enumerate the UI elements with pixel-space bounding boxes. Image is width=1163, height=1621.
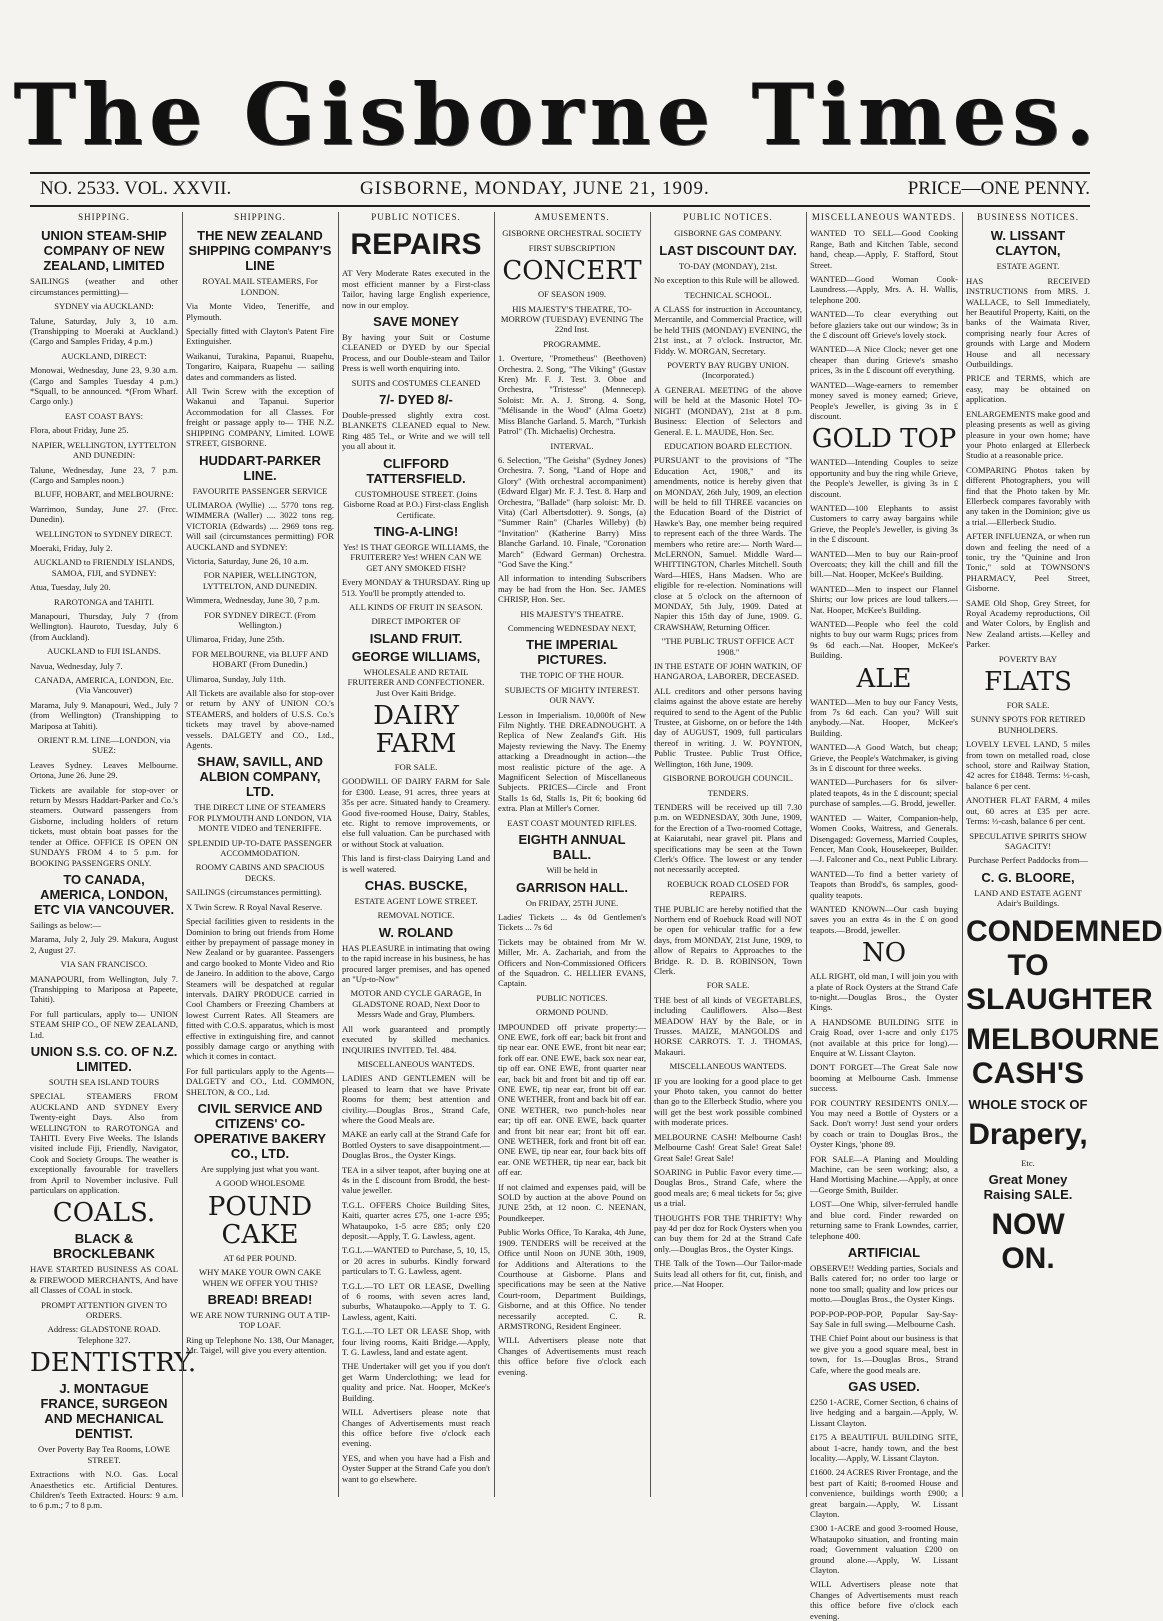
centered-line: AUCKLAND to FIJI ISLANDS. — [47, 646, 161, 657]
centered-line: Address: GLADSTONE ROAD. Telephone 327. — [47, 1324, 161, 1345]
centered-line: Purchase Perfect Paddocks from— — [967, 855, 1089, 866]
paragraph: Extractions with N.O. Gas. Local Anaesthetics etc. Artificial Dentures. Children's Teeth Extracted. Hours: 9 a.m. to 6 p.m.; 7 to 8 p.m. — [30, 1469, 178, 1511]
paragraph: MAKE an early call at the Strand Cafe for Bottled Oysters to save disappointment.—Douglas Bros., the Oyster Kings. — [342, 1129, 490, 1161]
paragraph: SOARING in Public Favor every time.—Douglas Bros., Strand Cafe, where the good meals are; 6 meal tickets for 5s; give us a trial. — [654, 1166, 802, 1209]
centered-line: PROMPT ATTENTION GIVEN TO ORDERS. — [41, 1299, 167, 1321]
paragraph: A GENERAL MEETING of the above will be held at the Masonic Hotel TO-NIGHT (MONDAY), 21st at 8 p.m. Business: Election of Selectors and General. E. L. MAUDE, Hon. Sec. — [654, 384, 802, 437]
centered-line: ESTATE AGENT LOWE STREET. — [354, 896, 478, 907]
centered-line: HIS MAJESTY'S THEATRE. — [520, 608, 624, 619]
headline: 7/- DYED 8/- — [379, 392, 453, 408]
centered-line: LAND AND ESTATE AGENT Adair's Buildings. — [974, 887, 1082, 909]
column-divider — [650, 212, 651, 1497]
paragraph: OBSERVE!! Wedding parties, Socials and Balls catered for; no order too large or none too small; quality and low prices our motto.—Douglas Bros., the Oyster Kings. — [810, 1262, 958, 1305]
headline: W. LISSANT CLAYTON, — [990, 228, 1066, 259]
newspaper-title: The Gisborne Times. — [13, 65, 1101, 164]
paragraph: T.G.L.—TO LET OR LEASE, Dwelling of 6 rooms, with seven acres land, suburbs, Whataupoko.—Apply to T. G. Lawless, agent, Kaiti. — [342, 1280, 490, 1322]
centered-line: AUCKLAND, DIRECT: — [61, 350, 147, 361]
paragraph: IN THE ESTATE OF JOHN WATKIN, OF HANGAROA, LABORER, DECEASED. — [654, 661, 802, 682]
display-heading: ALE — [856, 663, 912, 694]
paragraph: WANTED—Purchasers for 6s silver-plated teapots, 4s in the £ discount; special purchase of samples.—G. Brodd, jeweller. — [810, 777, 958, 809]
centered-line: ORMOND POUND. — [535, 1007, 609, 1018]
paragraph: If not claimed and expenses paid, will be SOLD by auction at the above Pound on JUNE 25th, at 12 noon. C. NEENAN, Poundkeeper. — [498, 1181, 646, 1223]
paragraph: THOUGHTS FOR THE THRIFTY! Why pay 4d per doz for Rock Oysters when you can buy them for 2d at the Strand Cafe only.—Douglas Bros., the Oyster Kings. — [654, 1212, 802, 1254]
centered-line: MOTOR AND CYCLE GARAGE, In GLADSTONE ROAD, Next Door to Messrs Wade and Gray, Plumbers. — [350, 988, 482, 1020]
paragraph: TEA in a silver teapot, after buying one at 4s in the £ discount from Brodd, the best-value jeweller. — [342, 1164, 490, 1196]
centered-line: ROOMY CABINS AND SPACIOUS DECKS. — [195, 862, 325, 883]
centered-line: THE TOPIC OF THE HOUR. — [520, 670, 624, 681]
paragraph: Ulimaroa, Sunday, July 11th. — [186, 673, 286, 684]
paragraph: WANTED—100 Elephants to assist Customers to carry away bargains while Grieve, the People's Jeweller, is giving 3s in the £ discount. — [810, 502, 958, 545]
headline: SHAW, SAVILL, AND ALBION COMPANY, LTD. — [197, 754, 323, 800]
paragraph: Sailings as below:— — [30, 919, 102, 930]
headline: CLIFFORD TATTERSFIELD. — [366, 455, 466, 486]
paragraph: For full particulars, apply to— UNION STEAM SHIP CO., OF NEW ZEALAND, Ltd. — [30, 1008, 178, 1040]
paragraph: WANTED—Men to buy our Rain-proof Overcoats; they kill the chill and fill the bill.—Nat. Hooper, McKee's Building. — [810, 548, 958, 580]
paragraph: THE PUBLIC are hereby notified that the Northern end of Roebuck Road will NOT be open for vehicular traffic for a few days, from MONDAY, 21st June, 1909, to allow of Repairs to Approaches to the Bridge. R. D. B. ROBINSON, Town Clerk. — [654, 903, 802, 976]
paragraph: FOR COUNTRY RESIDENTS ONLY.—You may need a Bottle of Oysters or a Sack. Don't worry! Just send your orders by coach or train to Douglas Bros., the Oyster Kings, 'phone 89. — [810, 1097, 958, 1150]
masthead-rule-top — [30, 172, 1090, 174]
paragraph: Ladies' Tickets ... 4s 0d Gentlemen's Tickets ... 7s 6d — [498, 911, 646, 933]
paragraph: Specially fitted with Clayton's Patent Fire Extinguisher. — [186, 326, 334, 347]
centered-line: ESTATE AGENT. — [996, 261, 1060, 272]
paragraph: £175 A BEAUTIFUL BUILDING SITE, about 1-acre, handy town, and the best locality.—Apply, W. Lissant Clayton. — [810, 1432, 958, 1463]
paragraph: HAVE STARTED BUSINESS AS COAL & FIREWOOD MERCHANTS, And have all Classes of COAL in stock. — [30, 1264, 178, 1296]
paragraph: Navua, Wednesday, July 7. — [30, 660, 123, 671]
paragraph: MELBOURNE CASH! Melbourne Cash! Melbourne Cash! Great Sale! Great Sale! Great Sale! Great Sale! — [654, 1131, 802, 1163]
paragraph: Public Works Office, To Karaka, 4th June, 1909. TENDERS will be received at the Office until Noon on JUNE 30th, 1909, for Additions and Alterations to the Courthouse at Gisborne. Plans and specifications may be seen at the Native Court-room, Department Buildings, Gisborne, and at this Office. No tender necessarily accepted. C. R. ARMSTRONG, Resident Engineer. — [498, 1227, 646, 1331]
centered-line: Etc. — [1021, 1157, 1035, 1168]
paragraph: WANTED—Men to buy our Fancy Vests, from 7s 6d each. Can you? Will suit anybody.—Nat. Hooper, McKee's Building. — [810, 696, 958, 738]
column-6 — [810, 212, 958, 1621]
centered-line: REMOVAL NOTICE. — [377, 910, 455, 921]
paragraph: A CLASS for instruction in Accountancy, Mercantile, and Commercial Practice, will be held THIS (MONDAY) EVENING, the 21st inst., at 7 o'clock. Instructor, Mr. Fiddy. W. MORGAN, Secretary. — [654, 304, 802, 356]
centered-line: EDUCATION BOARD ELECTION. — [664, 440, 792, 451]
column-divider — [338, 212, 339, 1497]
paragraph: Talune, Wednesday, June 23, 7 p.m. (Cargo and Samples noon.) — [30, 464, 178, 485]
column-1 — [30, 212, 197, 1511]
paragraph: ALL creditors and other persons having claims against the above estate are hereby required to send to the Agent of the Public Trustee, at Gisborne, on or before the 14th day of AUGUST, 1909, full particulars thereof in writing. J. W. POYNTON, Public Trustee. Public Trust Office, Wellington, 16th June, 1909. — [654, 685, 802, 769]
centered-line: On FRIDAY, 25TH JUNE. — [525, 897, 619, 908]
paragraph: Waikanui, Turakina, Papanui, Ruapehu, Tongariro, Kaipara, Ruapehu — sailing dates and commanders as listed. — [186, 350, 334, 382]
centered-line: WELLINGTON to SYDNEY DIRECT. — [35, 528, 173, 539]
headline: BREAD! BREAD! — [207, 1292, 313, 1308]
paragraph: All information to intending Subscribers may be had from the Hon. Sec. JAMES CHRISP, Hon. Sec. — [498, 573, 646, 605]
headline: SAVE MONEY — [373, 314, 459, 330]
headline: THE NEW ZEALAND SHIPPING COMPANY'S LINE — [188, 228, 332, 274]
paragraph: IF you are looking for a good place to get your Photo taken, you cannot do better than go to the Ellerbeck Studio, where you will get the best work possible combined with moderate prices. — [654, 1075, 802, 1128]
paragraph: Monowai, Wednesday, June 23, 9.30 a.m. (Cargo and Samples Tuesday 4 p.m.) *Squall, to be announced. *(From Wharf. Cargo only.) — [30, 365, 178, 407]
centered-line: DIRECT IMPORTER OF — [371, 616, 461, 627]
centered-line: ALL KINDS OF FRUIT IN SEASON. — [349, 601, 483, 612]
centered-line: WE ARE NOW TURNING OUT A TIP-TOP LOAF. — [189, 1310, 331, 1331]
paragraph: WANTED—A Good Watch, but cheap; Grieve, the People's Watchmaker, is giving 3s in £ discount for three weeks. — [810, 742, 958, 774]
centered-line: RAROTONGA and TAHITI. — [54, 596, 154, 607]
headline: GARRISON HALL. — [516, 879, 628, 895]
paragraph: WANTED—People who feel the cold nights to buy our warm Rugs; prices from 9s 6d each.—Nat. Hooper, McKee's Building. — [810, 619, 958, 661]
paragraph: Marama, July 2, July 29. Makura, August 2, August 27. — [30, 934, 178, 955]
paragraph: PURSUANT to the provisions of "The Education Act, 1908," and its amendments, notice is hereby given that on MONDAY, 26th July, 1909, an election will be held to fill THREE vacancies on the Education Board of the District of Hawke's Bay, one member being required to represent each of the three Wards. The members who retire are:— North Ward—McLERNON, Samuel. Middle Ward—WHITTINGTON, Charles Mitchell. South Ward—HIES, Hans Madsen. Who are eligible for re-election. Nominations will close at 5 o'clock on the afternoon of MONDAY, 5th July, 1909. Dated at Napier this 15th day of June, 1909. G. CRAWSHAW, Returning Officer. — [654, 455, 802, 632]
centered-line: "THE PUBLIC TRUST OFFICE ACT 1908." — [661, 636, 795, 657]
paragraph: WANTED—Intending Couples to seize opportunity and buy the ring while Grieve, the People's Jeweller, is giving 3s in £ discount. — [810, 457, 958, 499]
headline: CHAS. BUSCKE, — [364, 878, 468, 894]
paragraph: Leaves Sydney. Leaves Melbourne. Ortona, June 26. June 29. — [30, 759, 178, 781]
paragraph: IMPOUNDED off private property:— ONE EWE, fork off ear; back bit front and tip near ear. ONE EWE, front bit near ear; fork off ear. ONE EWE, back sox near ear, tip off ear. ONE EWE, front quarter near ear, back bit and front bit and tip off ear. ONE EWE, tip near ear, front bit off ear. ONE WETHER, front and back bit off ear. ONE WETHER, two punch-holes near ear; tip off ear. ONE EWE, back quarter and front bit near ear; front bit off ear. ONE WETHER, fork and front bit off ear. ONE EWE, tip near ear, four back bits off ear. ONE WETHER, tip near ear, back bit off ear. — [498, 1021, 646, 1178]
centered-line: PUBLIC NOTICES. — [536, 992, 608, 1003]
display-heading: DENTISTRY. — [30, 1348, 197, 1379]
paragraph: THE Undertaker will get you if you don't get Warm Underclothing; we lead for quality and price. Nat. Hooper, McKee's Building. — [342, 1361, 490, 1403]
column-divider — [962, 212, 963, 1497]
large-display-heading: CONDEMNED TO SLAUGHTER — [966, 914, 1163, 1016]
centered-line: AUCKLAND to FRIENDLY ISLANDS, SAMOA, FIJI, and SYDNEY: — [33, 557, 175, 578]
centered-line: Will be held in — [546, 865, 598, 876]
paragraph: ALL RIGHT, old man, I will join you with a plate of Rock Oysters at the Strand Cafe to-night.—Douglas Bros., the Oyster Kings. — [810, 971, 958, 1013]
paragraph: WANTED—Men to inspect our Flannel Shirts; our low prices are loud talkers.—Nat. Hooper, McKee's Building. — [810, 583, 958, 615]
paragraph: LOVELY LEVEL LAND, 5 miles from town on metalled road, close school, store and Railway Station, 42 acres for £1848. Terms: ⅓-cash, balance 6 per cent. — [966, 739, 1090, 791]
centered-line: SYDNEY via AUCKLAND: — [54, 301, 154, 312]
headline: Great Money Raising SALE. — [983, 1171, 1073, 1202]
paragraph: WANTED—To clear everything out before glaziers take out our window; 3s in the £ discount off Grieve's lovely stock. — [810, 309, 958, 341]
centered-line: SPECULATIVE SPIRITS SHOW SAGACITY! — [969, 830, 1087, 851]
paragraph: AT Very Moderate Rates executed in the most efficient manner by a First-class Tailor, having large English experience, now in our employ. — [342, 268, 490, 310]
large-display-heading: NOW ON. — [991, 1207, 1065, 1275]
paragraph: GOODWILL OF DAIRY FARM for Sale for £300. Lease, 91 acres, three years at 35s per acre. Situated handy to Creamery. Good five-roomed House, Dairy, Stables, etc. Right to remove improvements, or else full valuation. Can be purchased with or without Stock at valuation. — [342, 776, 490, 849]
paragraph: PRICE and TERMS, which are easy, may be obtained on application. — [966, 373, 1090, 405]
paragraph: ULIMAROA (Wyllie) .... 5770 tons reg. WIMMERA (Waller) .... 3022 tons reg. VICTORIA (Edwards) .... 2969 tons reg. Will sail (circumstances permitting) FOR AUCKLAND and SYDNEY: — [186, 499, 334, 552]
large-display-heading: MELBOURNE CASH'S — [966, 1022, 1160, 1090]
column-divider — [806, 212, 807, 1497]
paragraph: DON'T FORGET—The Great Sale now booming at Melbourne Cash. Immense success. — [810, 1062, 958, 1094]
centered-line: FOR MELBOURNE, via BLUFF AND HOBART (From Dunedin.) — [191, 648, 329, 670]
paragraph: WILL Advertisers please note that Changes of Advertisements must reach this office before five o'clock each evening. — [498, 1335, 646, 1377]
paragraph: Atua, Tuesday, July 20. — [30, 582, 111, 593]
paragraph: THE Talk of the Town—Our Tailor-made Suits lead all others for fit, cut, finish, and price.—Nat Hooper. — [654, 1258, 802, 1289]
headline: ARTIFICIAL — [847, 1244, 921, 1260]
paragraph: LOST—One Whip, silver-ferruled handle and blue cord. Finder rewarded on returning same to Frank Lowndes, carrier, telephone 400. — [810, 1199, 958, 1241]
headline: UNION S.S. CO. OF N.Z. LIMITED. — [30, 1043, 178, 1074]
paragraph: £250 1-ACRE, Corner Section, 6 chains of live hedging and a bargain.—Apply, W. Lissant Clayton. — [810, 1396, 958, 1428]
centered-line: THE DIRECT LINE OF STEAMERS FOR PLYMOUTH AND LONDON, VIA MONTE VIDEO and TENERIFFE. — [188, 802, 332, 834]
column-divider — [494, 212, 495, 1497]
large-display-heading: REPAIRS — [350, 228, 482, 262]
paragraph: SAILINGS (weather and other circumstances permitting)— — [30, 276, 178, 297]
paragraph: WANTED—Wage-earners to remember money saved is money earned; Grieve, People's Jeweller, is giving 3s in £ discount. — [810, 379, 958, 421]
centered-line: EAST COAST MOUNTED RIFLES. — [507, 817, 637, 828]
headline: BLACK & BROCKLEBANK — [53, 1231, 155, 1262]
headline: J. MONTAGUE FRANCE, SURGEON AND MECHANICAL DENTIST. — [40, 1381, 168, 1442]
column-divider — [182, 212, 183, 1497]
headline: ISLAND FRUIT. — [369, 630, 463, 646]
paragraph: Marama, July 9. Manapouri, Wed., July 7 (from Wellington) (Transhipping to Mariposa at Tahiti). — [30, 699, 178, 731]
paragraph: £1600. 24 ACRES River Frontage, and the best part of Kaiti; 8-roomed House and convenience, buildings worth £900; a great bargain.—Apply, W. Lissant Clayton. — [810, 1467, 958, 1520]
paragraph: FOR SALE—A Planing and Moulding Machine, can be seen working; also, a Hand Mortising Machine.—Apply, at once—George Smith, Builder. — [810, 1153, 958, 1195]
paragraph: This land is first-class Dairying Land and is well watered. — [342, 853, 490, 874]
column-7 — [966, 212, 1163, 1502]
paragraph: WANTED—A Nice Clock; never get one cheaper than during Grieve's smasho prices, 3s in the £ discount off everything. — [810, 344, 958, 376]
centered-line: INTERVAL. — [550, 440, 594, 451]
paragraph: Via Monte Video, Teneriffe, and Plymouth. — [186, 301, 334, 322]
display-heading: DAIRY FARM — [373, 700, 459, 759]
centered-line: HIS MAJESTY'S THEATRE, TO-MORROW (TUESDAY) EVENING The 22nd Inst. — [500, 303, 644, 335]
centered-line: AT 6d PER POUND. — [223, 1252, 297, 1263]
paragraph: SAILINGS (circumstances permitting). — [186, 887, 322, 898]
display-heading: COALS. — [52, 1198, 156, 1229]
price: PRICE—ONE PENNY. — [907, 178, 1090, 199]
centered-line: FAVOURITE PASSENGER SERVICE — [192, 485, 328, 496]
headline: GAS USED. — [848, 1378, 920, 1394]
centered-line: GISBORNE GAS COMPANY. — [674, 228, 782, 239]
column-header: BUSINESS NOTICES. — [976, 212, 1079, 222]
paragraph: Tickets may be obtained from Mr W. Miller, Mr. A. Zachariah, and from the Officers and Non-Commissioned Officers of the Squadron. C. HELLIER EVANS, Captain. — [498, 936, 646, 989]
paragraph: THE best of all kinds of VEGETABLES, including Cauliflowers. Also—Best MEADOW HAY by the Bale, or in Trusses. MAIZE, MANGOLDS and HORSE CARROTS. T. J. THOMAS, Makauri. — [654, 994, 802, 1057]
paragraph: Double-pressed slightly extra cost. BLANKETS CLEANED equal to New. Ring 485 Tel., or Write and we will tell you all about it. — [342, 410, 490, 452]
centered-line: SPLENDID UP-TO-DATE PASSENGER ACCOMMODATION. — [187, 837, 333, 859]
centered-line: SOUTH SEA ISLAND TOURS — [48, 1076, 160, 1087]
centered-line: GISBORNE BOROUGH COUNCIL. — [662, 773, 794, 784]
centered-line: SUBJECTS OF MIGHTY INTEREST. OUR NAVY. — [504, 684, 640, 706]
paragraph: WANTED — Waiter, Companion-help, Women Cooks, Waitress, and Generals. Disengaged: Governess, Married Couples, Fencer, Man Cook, Housekeeper, Builder.—J. Falconer and Co., next Public Library. — [810, 812, 958, 865]
column-header: MISCELLANEOUS WANTEDS. — [811, 212, 957, 222]
centered-line: FOR NAPIER, WELLINGTON, LYTTELTON, AND DUNEDIN. — [202, 570, 318, 591]
paragraph: SPECIAL STEAMERS FROM AUCKLAND AND SYDNEY Every Twenty-eight Days. Also from WELLINGTON to RAROTONGA and TAHITI. Every Five Weeks. The Islands visited include Fiji, Friendly, Navigator, Cook and Society Groups. The weather is exceptionally favourable for travellers from April to November inclusive. Full particulars on application. — [30, 1091, 178, 1196]
paragraph: WILL Advertisers please note that Changes of Advertisements must reach this office before five o'clock each evening. — [342, 1407, 490, 1449]
centered-line: NAPIER, WELLINGTON, LYTTELTON AND DUNEDIN: — [31, 439, 177, 461]
large-display-heading: Drapery, — [968, 1117, 1088, 1151]
paragraph: Talune, Saturday, July 3, 10 a.m. (Transhipping to Moeraki at Auckland.) (Cargo and Samples Friday, 4 p.m.) — [30, 315, 178, 347]
paragraph: T.G.L.—TO LET OR LEASE Shop, with four living rooms, Kaiti Bridge.—Apply, T. G. Lawless, land and estate agent. — [342, 1326, 490, 1358]
paragraph: T.G.L. OFFERS Choice Building Sites, Kaiti, quarter acres £75, one 1-acre £95; Whataupoko, 1-5 acre £85; only £20 deposit.—Apply, T. G. Lawless, agent. — [342, 1199, 490, 1241]
paragraph: All work guaranteed and promptly executed by skilled mechanics. INQUIRIES INVITED. Tel. 484. — [342, 1023, 490, 1055]
centered-line: EAST COAST BAYS: — [64, 410, 144, 421]
paragraph: WILL Advertisers please note that Changes of Advertisements must reach this office before five o'clock each evening. — [810, 1579, 958, 1621]
centered-line: WHY MAKE YOUR OWN CAKE WHEN WE OFFER YOU THIS? — [198, 1267, 322, 1288]
centered-line: VIA SAN FRANCISCO. — [60, 959, 148, 970]
headline: GEORGE WILLIAMS, — [351, 648, 481, 664]
display-heading: CONCERT — [502, 256, 642, 287]
paragraph: WANTED TO SELL—Good Cooking Range, Bath and Kitchen Table, second hand, cheap.—Apply, F. Stafford, Stout Street. — [810, 228, 958, 270]
centered-line: ROYAL MAIL STEAMERS, For LONDON. — [202, 276, 318, 297]
paragraph: Tickets are available for stop-over or return by Messrs Haddart-Parker and Co.'s steamers. Outward passengers from Gisborne, including holders of return tickets, must obtain boat passes for the tender at Office. OFFICE IS OPEN ON SUNDAYS FROM 4 to 5 p.m. for BOOKING PASSENGERS ONLY. — [30, 784, 178, 868]
centered-line: POVERTY BAY RUGBY UNION. (Incorporated.) — [667, 360, 789, 381]
display-heading: POUND CAKE — [207, 1191, 313, 1250]
masthead-rule-bottom — [30, 205, 1090, 207]
paragraph: 6. Selection, "The Geisha" (Sydney Jones) Orchestra. 7. Song, "Land of Hope and Glory" (With orchestral accompaniment) (Edward Elgar) Mr. F. J. Test. 8. Harp and Orchestra, "Ballade" (harp soloist: Mr. D. Vita) (Carl Albertsdotter). 9. Songs, (a) "Summer Rain" (Charles Willeby) (b) "Invitation" (Katherine Barry) Miss Blanche Garland. 10. Finale, "Coronation March" (Edward German) Orchestra. "God Save the King." — [498, 454, 646, 569]
headline: WHOLE STOCK OF — [968, 1096, 1088, 1112]
headline: TING-A-LING! — [373, 523, 459, 539]
centered-line: SUNNY SPOTS FOR RETIRED BUNHOLDERS. — [970, 714, 1086, 735]
centered-line: POVERTY BAY — [998, 653, 1058, 664]
centered-line: Are supplying just what you want. — [200, 1164, 320, 1174]
centered-line: PROGRAMME. — [543, 338, 601, 349]
paragraph: All Twin Screw with the exception of Wakanui and Tapanui. Superior Accommodation for all Classes. For freight or passage apply to— THE N.Z. SHIPPING COMPANY, Limited. LOWE STREET, GISBORNE. — [186, 386, 334, 449]
paragraph: WANTED KNOWN—Our cash buying saves you an extra 4s in the £ on good teapots.—Brodd, jeweller. — [810, 903, 958, 935]
paragraph: Warrimoo, Sunday, June 27. (Frcc. Dunedin). — [30, 503, 178, 525]
paragraph: Every MONDAY & THURSDAY. Ring up 513. You'll be promptly attended to. — [342, 577, 490, 598]
centered-line: ORIENT R.M. LINE—LONDON, via SUEZ: — [37, 735, 171, 756]
column-header: SHIPPING. — [78, 212, 130, 222]
column-header: PUBLIC NOTICES. — [371, 212, 461, 222]
centered-line: TENDERS. — [707, 787, 749, 798]
centered-line: CUSTOMHOUSE STREET. (Joins Gisborne Road at P.O.) First-class English Certificate. — [343, 488, 489, 520]
paragraph: YES, and when you have had a Fish and Oyster Supper at the Strand Cafe you don't want to go elsewhere. — [342, 1452, 490, 1484]
paragraph: T.G.L.—WANTED to Purchase, 5, 10, 15, or 20 acres in suburbs. Kindly forward particulars to T. G. Lawless, agent. — [342, 1245, 490, 1277]
headline: W. ROLAND — [378, 924, 454, 940]
paragraph: HAS RECEIVED INSTRUCTIONS from MRS. J. WALLACE, to Sell Immediately, her Beautiful Property, Kaiti, on the banks of the Waimata River, comprising nearly four Acres of grounds with Large and Modern House and all necessary Outbuildings. — [966, 275, 1090, 370]
paragraph: HAS PLEASURE in intimating that owing to the rapid increase in his business, he has procured larger premises, and has opened an "Up-to-Now" — [342, 942, 490, 985]
paragraph: Wimmera, Wednesday, June 30, 7 p.m. — [186, 595, 320, 606]
centered-line: TO-DAY (MONDAY), 21st. — [678, 260, 778, 271]
column-header: PUBLIC NOTICES. — [683, 212, 773, 222]
paragraph: X Twin Screw. R Royal Naval Reserve. — [186, 901, 323, 912]
display-heading: FLATS — [984, 667, 1072, 698]
paragraph: COMPARING Photos taken by different Photographers, you will find that the Photo taken by Mr. Ellerbeck compares favorably with any taken in the Dominion; give us a trial.—Ellerbeck Studio. — [966, 464, 1090, 527]
column-2 — [186, 212, 334, 1502]
centered-line: Over Poverty Bay Tea Rooms, LOWE STREET. — [38, 1444, 170, 1465]
centered-line: OF SEASON 1909. — [537, 289, 607, 300]
paragraph: All Tickets are available also for stop-over or return by ANY of UNION CO.'s STEAMERS, and holders of U.S.S. Co.'s tickets may travel by above-named vessels. DALGETY and CO., Ltd., Agents. — [186, 688, 334, 751]
centered-line: Commencing WEDNESDAY NEXT, — [507, 623, 637, 633]
centered-line: FIRST SUBSCRIPTION — [528, 242, 616, 253]
paragraph: Ring up Telephone No. 138, Our Manager, Mr. Taigel, will give you every attention. — [186, 1334, 334, 1356]
headline: LAST DISCOUNT DAY. — [659, 242, 797, 258]
paragraph: MANAPOURI, from Wellington, July 7. (Transhipping to Mariposa at Papeete, Tahiti). — [30, 973, 178, 1005]
dateline — [30, 178, 1090, 204]
paragraph: TENDERS will be received up till 7.30 p.m. on WEDNESDAY, 30th June, 1909, for the Erection of a Two-roomed Cottage, at Kaiarutahi, near gravel pit. Plans and specifications may be seen at the Town Clerk's Office. The lowest or any tender not necessarily accepted. — [654, 801, 802, 875]
centered-line: SUITS and COSTUMES CLEANED — [351, 377, 481, 388]
paragraph: Lesson in Imperialism. 10,000ft of New Film Nightly. THE DREADNOUGHT. A Replica of New Zealand's Gift. His Majesty reviewing the Navy. The Enemy attacking a Dreadnought in action—the most realistic picture of the age. A Magnificent Selection of Miscellaneous Subjects. PRICES—Circle and Front Stalls 1s 6d, Stalls 1s, Pit 6; booking 6d extra. Plan at Miller's Corner. — [498, 709, 646, 814]
paragraph: 1. Overture, "Prometheus" (Beethoven) Orchestra. 2. Song, "The Viking" (Gustav Kren) Mr. F. J. Test. 3. Oboe and Orchestra, "Tristesse" (Mennecep). Soloist: Mr. A. J. Strong. 4. Song, "Mélisande in the Wood" (Alma Goetz) Miss Blanche Garland. 5. March, "Turkish Patrol" (Th. Michaelis) Orchestra. — [498, 353, 646, 437]
centered-line: TECHNICAL SCHOOL. — [684, 289, 772, 300]
paragraph: POP-POP-POP-POP, Popular Say-Say-Say Sale in full swing.—Melbourne Cash. — [810, 1308, 958, 1329]
paragraph: ANOTHER FLAT FARM, 4 miles out, 60 acres at £35 per acre. Terms: ⅓-cash, balance 6 per cent. — [966, 795, 1090, 827]
centered-line: WHOLESALE AND RETAIL FRUITERER AND CONFECTIONER. Just Over Kaiti Bridge. — [347, 666, 485, 698]
paragraph: Ulimaroa, Friday, June 25th. — [186, 634, 285, 645]
paragraph: Special facilities given to residents in the Dominion to bring out friends from Home either by prepayment of passage money in New Zealand or by guarantee. Passengers and cargo booked to Monte Video and Rio de Janeiro. In addition to the above, Cargo Steamers will be despatched at regular intervals. DAIRY PRODUCE carried in Cool Chambers or Freezing Chambers at lowest Current Rates. All Steamers are fitted with C.O.S. apparatus, which is most effective in extinguishing fire, and cannot possibly damage cargo or anything with which it comes in contact. — [186, 916, 334, 1062]
centered-line: FOR SYDNEY DIRECT. (From Wellington.) — [204, 609, 316, 630]
centered-line: MISCELLANEOUS WANTEDS. — [669, 1061, 787, 1072]
paragraph: Manapouri, Thursday, July 7 (from Wellington). Hauroto, Tuesday, July 6 (from Auckland). — [30, 610, 178, 642]
paragraph: £300 1-ACRE and good 3-roomed House, Whataupoko situation, and fronting main road; Government valuation £200 on ground alone.—Apply, W. Lissant Clayton. — [810, 1523, 958, 1576]
paragraph: SAME Old Shop, Grey Street, for Royal Academy reproductions, Oil and Water Colors, by English and New Zealand artists.—Kelley and Parker. — [966, 597, 1090, 650]
centered-line: BLUFF, HOBART, and MELBOURNE: — [34, 489, 174, 500]
paragraph: WANTED—To find a better variety of Teapots than Brodd's, 6s samples, good-quality teapots. — [810, 868, 958, 900]
paragraph: THE Chief Point about our business is that we give you a good square meal, best in town, for 1s.—Douglas Bros., Strand Cafe, where the good meals are. — [810, 1333, 958, 1375]
centered-line: MISCELLANEOUS WANTEDS. — [357, 1058, 475, 1069]
centered-line: GISBORNE ORCHESTRAL SOCIETY — [502, 228, 642, 239]
centered-line: Yes! IS THAT GEORGE WILLIAMS, the FRUITERER? Yes! WHEN CAN WE GET ANY SMOKED FISH? — [343, 541, 489, 573]
centered-line: CANADA, AMERICA, LONDON, Etc. (Via Vancouver) — [34, 675, 174, 696]
column-4 — [498, 212, 646, 1502]
masthead — [0, 60, 1114, 170]
paragraph: A HANDSOME BUILDING SITE in Craig Road, over 1-acre and only £175 (not available at this price for long).—Enquire at W. Lissant Clayton. — [810, 1016, 958, 1058]
paragraph: LADIES AND GENTLEMEN will be pleased to learn that we have Private Rooms for them; best attention and civility.—Douglas Bros., Strand Cafe, where the Good Meals are. — [342, 1073, 490, 1125]
headline: UNION STEAM-SHIP COMPANY OF NEW ZEALAND, LIMITED — [41, 228, 167, 274]
headline: TO CANADA, AMERICA, LONDON, ETC VIA VANCOUVER. — [33, 871, 175, 917]
paragraph: Flora, about Friday, June 25. — [30, 425, 129, 436]
headline: THE IMPERIAL PICTURES. — [526, 637, 618, 668]
paragraph: ENLARGEMENTS make good and pleasing presents as well as giving pleasure in your own home; have your Photo enlarged at Ellerbeck Studio at a reasonable price. — [966, 408, 1090, 461]
column-header: SHIPPING. — [234, 212, 286, 222]
paragraph: By having your Suit or Costume CLEANED or DYED by our Special Process, and our Double-steam and Tailor Press is well worth enquiring into. — [342, 332, 490, 374]
paragraph: WANTED—Good Woman Cook-Laundress.—Apply, Mrs. A. H. Wallis, telephone 200. — [810, 274, 958, 305]
centered-line: FOR SALE. — [706, 980, 750, 991]
headline: CIVIL SERVICE AND CITIZENS' CO-OPERATIVE BAKERY CO., LTD. — [193, 1101, 327, 1161]
column-3 — [342, 212, 490, 1502]
paragraph: AFTER INFLUENZA, or when run down and feeling the need of a tonic, try the "Quinine and Iron Tonic," sold at TOWNSON'S PHARMACY, Peel Street, Gisborne. — [966, 531, 1090, 594]
centered-line: ROEBUCK ROAD CLOSED FOR REPAIRS. — [667, 878, 789, 900]
centered-line: FOR SALE. — [1006, 700, 1050, 711]
column-header: AMUSEMENTS. — [534, 212, 610, 222]
headline: EIGHTH ANNUAL BALL. — [518, 832, 626, 863]
paragraph: No exception to this Rule will be allowed. — [654, 275, 800, 286]
headline: HUDDART-PARKER LINE. — [199, 452, 321, 483]
paragraph: Moeraki, Friday, July 2. — [30, 542, 113, 553]
display-heading: GOLD TOP — [811, 424, 957, 455]
issue-number: NO. 2533. VOL. XXVII. — [40, 178, 232, 199]
headline: C. G. BLOORE, — [981, 869, 1075, 885]
column-5 — [654, 212, 802, 1502]
centered-line: A GOOD WHOLESOME — [215, 1178, 305, 1189]
paragraph: Victoria, Saturday, June 26, 10 a.m. — [186, 555, 309, 566]
display-heading: NO — [861, 938, 907, 969]
paragraph: For full particulars apply to the Agents— DALGETY and CO., Ltd. COMMON, SHELTON, & CO., Ltd. — [186, 1065, 334, 1097]
place-and-date: GISBORNE, MONDAY, JUNE 21, 1909. — [360, 178, 710, 199]
centered-line: FOR SALE. — [394, 761, 438, 772]
